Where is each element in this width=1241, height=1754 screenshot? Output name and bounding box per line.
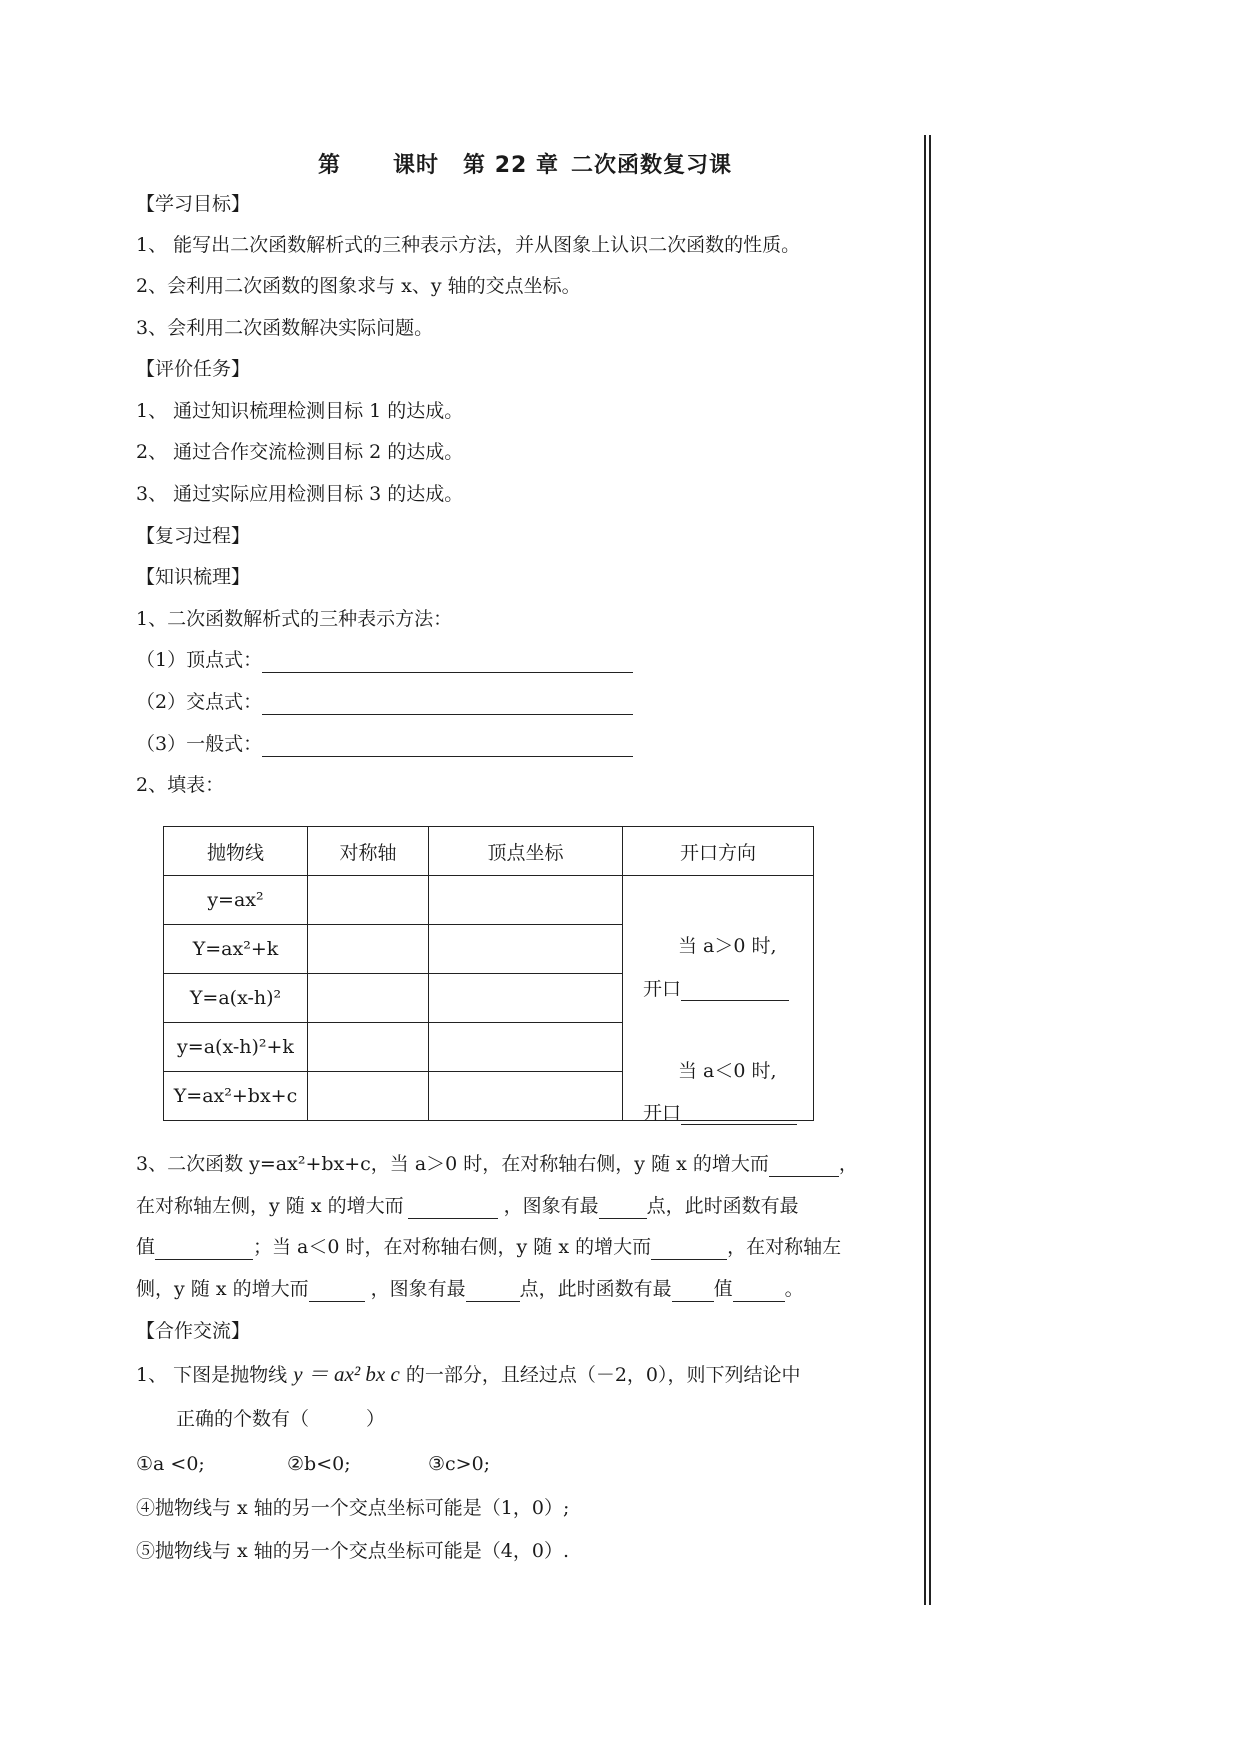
answer-cell[interactable] (308, 925, 429, 974)
coop-q1-line-2: 正确的个数有（ ） (176, 1408, 386, 1430)
form-intercept: （2）交点式： (136, 689, 633, 715)
task-item: 1、 通过知识梳理检测目标 1 的达成。 (136, 400, 464, 422)
table-header-row (164, 827, 814, 876)
header-cell: 开口方向 (623, 827, 814, 876)
answer-blank[interactable] (262, 694, 633, 715)
goals-heading: 【学习目标】 (136, 193, 251, 215)
answer-blank[interactable] (408, 1198, 498, 1219)
row-label: Y=a(x-h)² (164, 974, 308, 1023)
knowledge-q2: 2、填表： (136, 774, 225, 796)
answer-cell[interactable] (308, 974, 429, 1023)
page-title (0, 148, 1050, 179)
answer-blank[interactable] (651, 1239, 727, 1260)
title-part-1: 第 (318, 153, 342, 178)
option-1: ①a <0; (136, 1453, 205, 1475)
answer-blank[interactable] (599, 1198, 647, 1219)
form-general: （3）一般式： (136, 731, 633, 757)
title-part-4: 二次函数复习课 (570, 153, 732, 178)
option-2: ②b<0; (287, 1453, 351, 1475)
page-rule-left (924, 135, 926, 1605)
answer-blank[interactable] (466, 1281, 520, 1302)
title-part-2: 课时 (393, 153, 440, 178)
knowledge-heading: 【知识梳理】 (136, 566, 251, 588)
row-label: Y=ax²+bx+c (164, 1072, 308, 1121)
answer-cell[interactable] (429, 974, 623, 1023)
knowledge-q1: 1、二次函数解析式的三种表示方法： (136, 608, 453, 630)
open-neg-cond: 当 a＜0 时, (678, 1060, 777, 1082)
parabola-formula: y ＝ ax² bx c (293, 1362, 400, 1386)
open-pos-line: 开口 (643, 974, 789, 1001)
process-heading: 【复习过程】 (136, 525, 251, 547)
answer-blank[interactable] (672, 1281, 714, 1302)
answer-blank[interactable] (681, 1104, 797, 1125)
opening-direction-cell (623, 876, 814, 1124)
task-item: 3、 通过实际应用检测目标 3 的达成。 (136, 483, 464, 505)
answer-cell[interactable] (429, 925, 623, 974)
row-label: Y=ax²+k (164, 925, 308, 974)
open-neg-line: 开口 (643, 1098, 797, 1125)
answer-blank[interactable] (769, 1156, 839, 1177)
q3-line-3: 值 ；当 a＜0 时，在对称轴右侧，y 随 x 的增大而 ，在对称轴左 (136, 1236, 842, 1258)
answer-blank[interactable] (155, 1239, 253, 1260)
answer-cell[interactable] (308, 876, 429, 925)
option-3: ③c>0; (428, 1453, 491, 1475)
goal-item: 2、会利用二次函数的图象求与 x、y 轴的交点坐标。 (136, 275, 581, 297)
task-item: 2、 通过合作交流检测目标 2 的达成。 (136, 441, 464, 463)
answer-blank[interactable] (733, 1281, 785, 1302)
answer-blank[interactable] (309, 1281, 365, 1302)
row-label: y=ax² (164, 876, 308, 925)
header-cell: 顶点坐标 (429, 827, 623, 876)
goal-item: 1、 能写出二次函数解析式的三种表示方法，并从图象上认识二次函数的性质。 (136, 234, 801, 256)
q3-line-2: 在对称轴左侧，y 随 x 的增大而 ，图象有最 点，此时函数有最 (136, 1195, 799, 1217)
q3-line-1: 3、二次函数 y=ax²+bx+c，当 a＞0 时，在对称轴右侧，y 随 x 的增大而 ， (136, 1153, 858, 1175)
answer-cell[interactable] (308, 1023, 429, 1072)
open-pos-cond: 当 a＞0 时, (678, 935, 777, 957)
option-5: ⑤抛物线与 x 轴的另一个交点坐标可能是（4，0）. (136, 1540, 570, 1562)
answer-cell[interactable] (429, 876, 623, 925)
goal-item: 3、会利用二次函数解决实际问题。 (136, 317, 434, 339)
answer-blank[interactable] (262, 652, 633, 673)
option-4: ④抛物线与 x 轴的另一个交点坐标可能是（1，0）; (136, 1497, 570, 1519)
parabola-table (163, 826, 814, 1124)
answer-cell[interactable] (429, 1072, 623, 1121)
header-cell: 对称轴 (308, 827, 429, 876)
header-cell: 抛物线 (164, 827, 308, 876)
table-row (164, 876, 814, 925)
coop-q1-line-1: 1、 下图是抛物线 y ＝ ax² bx c 的一部分，且经过点（－2，0），则下列结论中 (136, 1362, 801, 1386)
answer-blank[interactable] (681, 980, 789, 1001)
row-label: y=a(x-h)²+k (164, 1023, 308, 1072)
coop-heading: 【合作交流】 (136, 1320, 251, 1342)
q3-line-4: 侧，y 随 x 的增大而 ，图象有最 点，此时函数有最 值 。 (136, 1278, 804, 1300)
answer-cell[interactable] (429, 1023, 623, 1072)
tasks-heading: 【评价任务】 (136, 358, 251, 380)
form-vertex: （1）顶点式： (136, 647, 633, 673)
answer-cell[interactable] (308, 1072, 429, 1121)
title-part-3: 第 22 章 (463, 153, 559, 178)
page-rule-right (929, 135, 931, 1605)
answer-blank[interactable] (262, 736, 633, 757)
